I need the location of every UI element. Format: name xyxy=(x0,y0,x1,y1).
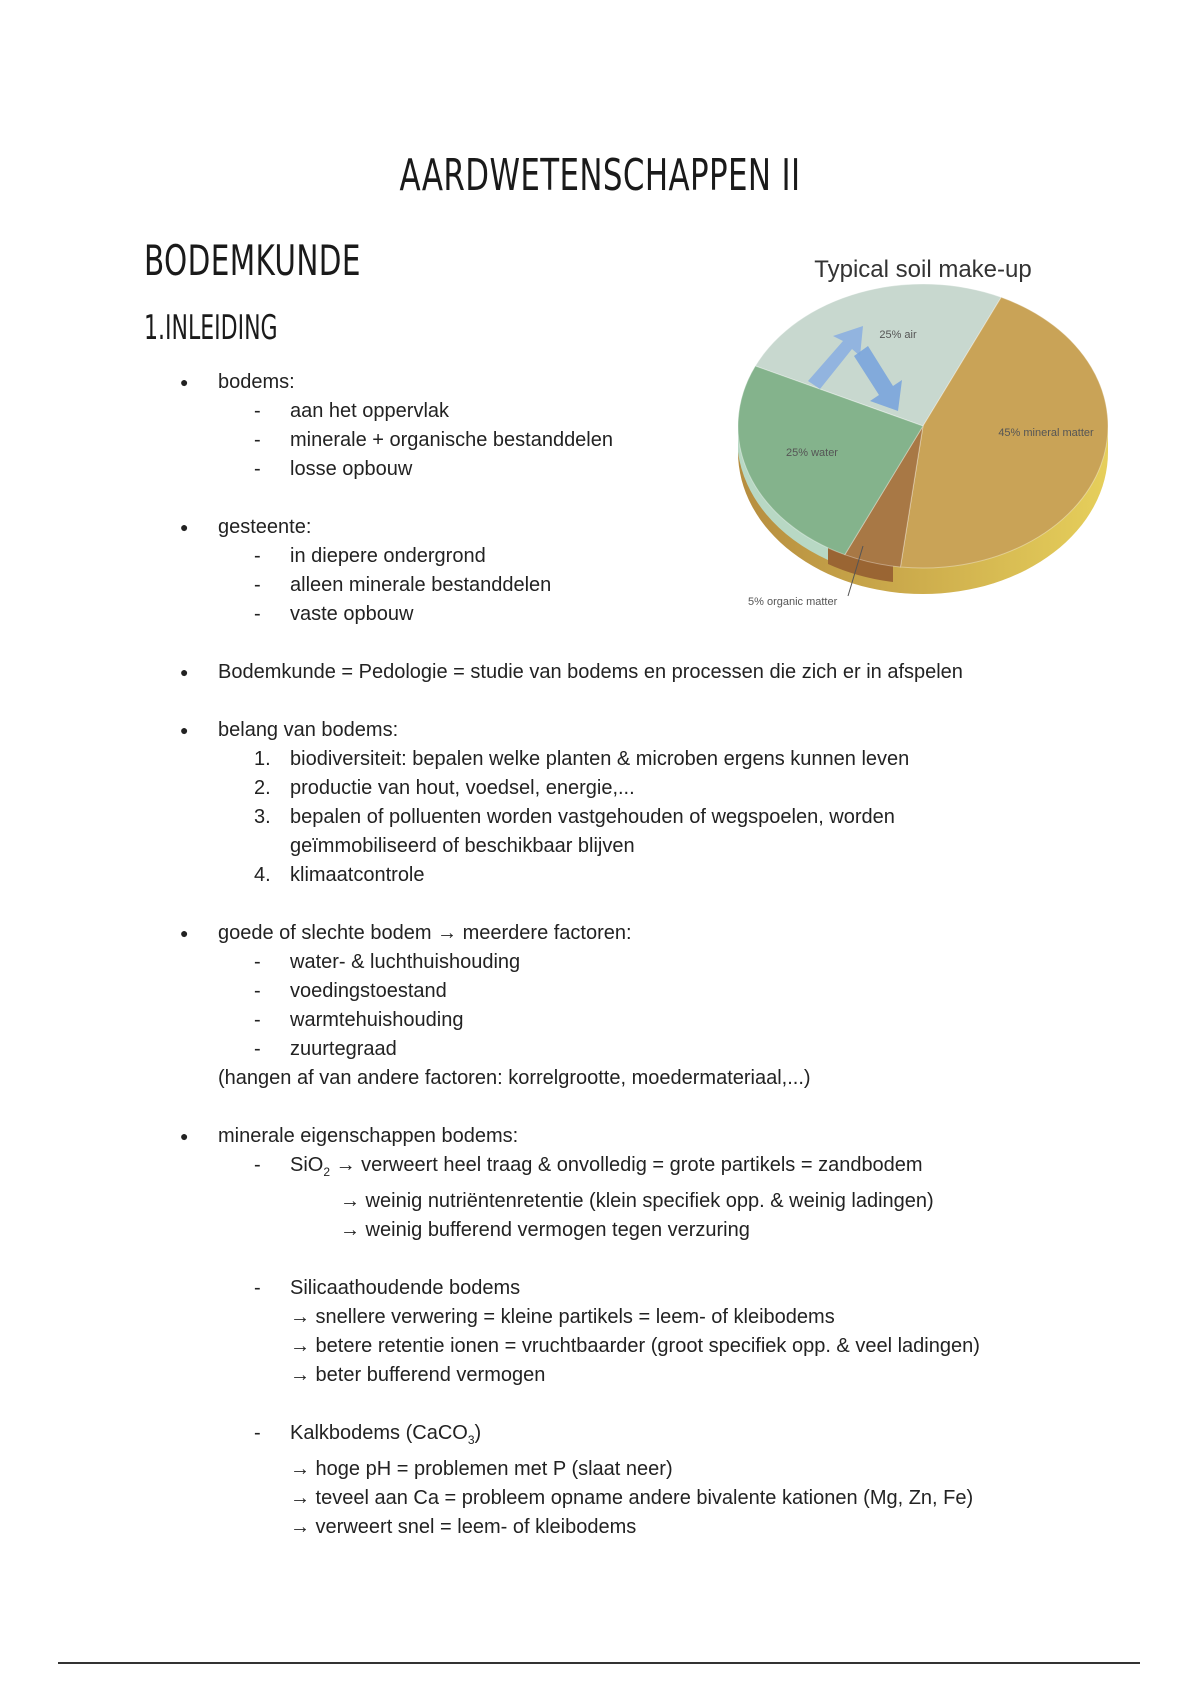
ordered-item: 1. biodiversiteit: bepalen welke planten & microben ergens kunnen leven xyxy=(254,748,910,770)
ordered-item: 2. productie van hout, voedsel, energie,... xyxy=(254,777,635,799)
pie-slice-label: 25% air xyxy=(879,329,917,341)
bodems-label: ● bodems: xyxy=(180,368,1120,397)
chart-title: Typical soil make-up xyxy=(814,256,1032,283)
arrow-line: → weinig bufferend vermogen tegen verzuring xyxy=(340,1219,750,1241)
sio2-item: - SiO$_2$ → verweert heel traag & onvolledig = grote partikels = zandbodem → weinig nutriëntenretentie (klein specifiek opp. & weinig ladingen) → weinig bufferend vermogen tegen verzuring xyxy=(290,1151,1120,1274)
silicaat-item: - Silicaathoudende bodems → snellere verwering = kleine partikels = leem- of kleibodems → betere retentie ionen = vruchtbaarder (groot specifiek opp. & veel ladingen) → beter bufferend vermogen xyxy=(290,1274,1120,1419)
list-item: - zuurtegraad xyxy=(290,1035,1120,1064)
pie-slice-label: 45% mineral matter xyxy=(998,427,1094,439)
list-item: - alleen minerale bestanddelen xyxy=(290,571,1120,600)
section-title: BODEMKUNDE xyxy=(144,236,361,285)
belang-block xyxy=(180,716,1120,890)
definition-block xyxy=(180,658,1120,687)
kalk-item: - Kalkbodems (CaCO$_3$) → hoge pH = problemen met P (slaat neer) → teveel aan Ca = probleem opname andere bivalente kationen (Mg, Zn, Fe) → verweert snel = leem- of kleibodems xyxy=(290,1419,1120,1542)
arrow-line: → verweert snel = leem- of kleibodems xyxy=(290,1516,637,1538)
arrow-line: → snellere verwering = kleine partikels = leem- of kleibodems xyxy=(290,1306,835,1328)
list-item: - warmtehuishouding xyxy=(290,1006,1120,1035)
belang-label: ● belang van bodems: xyxy=(180,716,1120,745)
gesteente-label: ● gesteente: xyxy=(180,513,1120,542)
notes-content xyxy=(180,368,1120,1571)
gesteente-block xyxy=(180,513,1120,629)
ordered-item: 4. klimaatcontrole xyxy=(254,864,425,886)
pie-slice-label: 5% organic matter xyxy=(748,596,838,608)
arrow-line: → hoge pH = problemen met P (slaat neer) xyxy=(290,1458,673,1480)
list-item: - aan het oppervlak xyxy=(290,397,1120,426)
arrow-line: → beter bufferend vermogen xyxy=(290,1364,546,1386)
list-item: - vaste opbouw xyxy=(290,600,1120,629)
factoren-label: ● goede of slechte bodem → meerdere factoren: xyxy=(180,919,1120,948)
ordered-item: 3. bepalen of polluenten worden vastgehouden of wegspoelen, worden geïmmobiliseerd of beschikbaar blijven xyxy=(254,806,895,857)
arrow-line: → weinig nutriëntenretentie (klein specifiek opp. & weinig ladingen) xyxy=(340,1190,934,1212)
subsection-title: 1.INLEIDING xyxy=(144,308,278,348)
pie-slice-label: 25% water xyxy=(786,447,838,459)
list-item: - water- & luchthuishouding xyxy=(290,948,1120,977)
definition-text: ● Bodemkunde = Pedologie = studie van bodems en processen die zich er in afspelen xyxy=(180,658,1120,687)
arrow-line: → betere retentie ionen = vruchtbaarder (groot specifiek opp. & veel ladingen) xyxy=(290,1335,980,1357)
document-title: AARDWETENSCHAPPEN II xyxy=(399,150,801,201)
arrow-line: → teveel aan Ca = probleem opname andere bivalente kationen (Mg, Zn, Fe) xyxy=(290,1487,974,1509)
bodems-block xyxy=(180,368,1120,484)
list-item: - in diepere ondergrond xyxy=(290,542,1120,571)
minerale-label: ● minerale eigenschappen bodems: xyxy=(180,1122,1120,1151)
factoren-note: (hangen af van andere factoren: korrelgrootte, moedermateriaal,...) xyxy=(218,1067,811,1089)
list-item: - minerale + organische bestanddelen xyxy=(290,426,1120,455)
minerale-block xyxy=(180,1122,1120,1542)
list-item: - losse opbouw xyxy=(290,455,1120,484)
page-divider xyxy=(58,1662,1140,1664)
factoren-block xyxy=(180,919,1120,1093)
list-item: - voedingstoestand xyxy=(290,977,1120,1006)
